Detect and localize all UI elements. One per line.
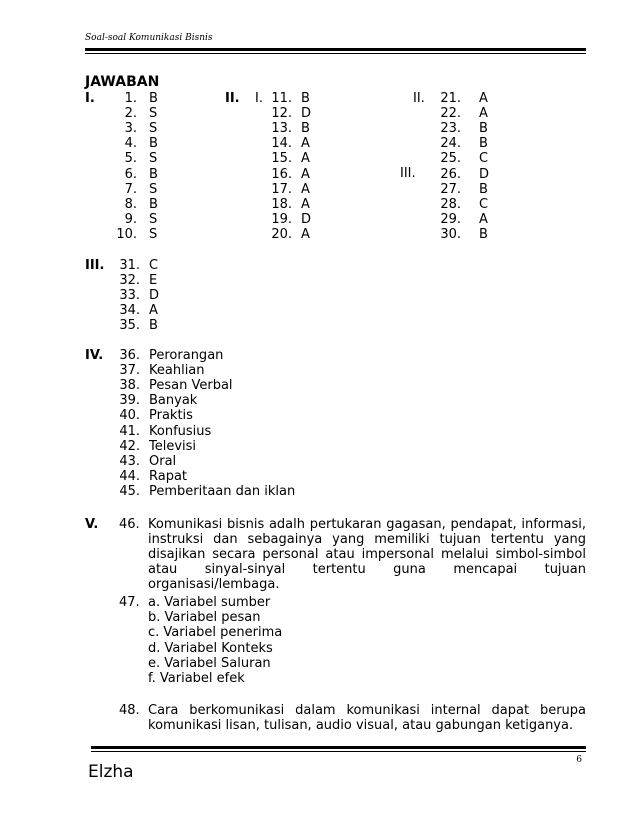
item-number: 30. xyxy=(440,226,461,242)
section-3-label: III. xyxy=(85,258,105,273)
item-number: 4. xyxy=(124,136,137,152)
item-answer: C xyxy=(149,258,159,273)
item-answer: A xyxy=(301,136,310,152)
item-answer: B xyxy=(149,136,158,152)
item-answer: Oral xyxy=(149,453,177,469)
item-answer: A xyxy=(301,151,310,167)
item-number: 36. xyxy=(119,348,140,363)
item-number: 34. xyxy=(119,303,140,319)
variable-item: f. Variabel efek xyxy=(148,671,245,686)
question-46-number: 46. xyxy=(119,517,140,532)
item-answer: B xyxy=(479,226,488,242)
item-number: 29. xyxy=(440,211,461,227)
header-rule-thin xyxy=(85,53,586,54)
item-number: 8. xyxy=(124,196,137,212)
item-number: 45. xyxy=(119,483,140,499)
item-answer: B xyxy=(479,181,488,197)
item-answer: A xyxy=(149,303,158,319)
item-number: 24. xyxy=(440,136,461,152)
item-number: 17. xyxy=(271,181,292,197)
item-answer: A xyxy=(301,196,310,212)
item-number: 1. xyxy=(124,91,137,106)
item-answer: Banyak xyxy=(149,393,198,409)
item-number: 28. xyxy=(440,196,461,212)
item-answer: D xyxy=(301,211,312,227)
item-answer: Keahlian xyxy=(149,363,205,379)
item-number: 12. xyxy=(271,106,292,122)
item-number: 42. xyxy=(119,438,140,454)
item-answer: B xyxy=(149,318,158,334)
item-answer: A xyxy=(301,166,310,182)
item-answer: Televisi xyxy=(149,438,197,454)
item-answer: B xyxy=(301,121,310,137)
variable-item: e. Variabel Saluran xyxy=(148,655,271,671)
item-number: 40. xyxy=(119,408,140,424)
item-number: 18. xyxy=(271,196,292,212)
variable-item: a. Variabel sumber xyxy=(148,595,271,610)
item-answer: B xyxy=(149,196,158,212)
item-number: 3. xyxy=(124,121,137,137)
question-47-number: 47. xyxy=(119,595,140,610)
variable-item: d. Variabel Konteks xyxy=(148,640,273,656)
item-number: 20. xyxy=(271,226,292,242)
item-answer: A xyxy=(479,106,488,122)
question-46-answer: Komunikasi bisnis adalh pertukaran gagasan, pendapat, informasi, instruksi dan sebagainya yang memiliki tujuan tertentu yang disajikan secara personal atau impersonal melalui simbol-simbol atau sinyal-sinyal tertentu guna mencapai tujuan organisasi/lembaga. xyxy=(148,517,586,592)
item-answer: B xyxy=(149,91,158,106)
footer-rule xyxy=(91,746,586,749)
item-answer: B xyxy=(301,91,310,106)
item-number: 41. xyxy=(119,423,140,439)
item-number: 23. xyxy=(440,121,461,137)
item-number: 9. xyxy=(124,211,137,227)
item-number: 2. xyxy=(124,106,137,122)
item-number: 15. xyxy=(271,151,292,167)
section-5-label: V. xyxy=(85,517,99,532)
item-answer: D xyxy=(301,106,312,122)
item-number: 37. xyxy=(119,363,140,379)
item-number: 5. xyxy=(124,151,137,167)
item-number: 19. xyxy=(271,211,292,227)
section-2-label: II. xyxy=(225,91,240,106)
section-2b-sublabel-iii: III. xyxy=(400,166,416,181)
item-number: 38. xyxy=(119,378,140,394)
item-number: 35. xyxy=(119,318,140,334)
item-number: 14. xyxy=(271,136,292,152)
item-number: 44. xyxy=(119,468,140,484)
page-number: 6 xyxy=(576,755,582,765)
footer-author: Elzha xyxy=(88,762,134,782)
item-answer: A xyxy=(479,211,488,227)
item-number: 26. xyxy=(440,166,461,182)
item-answer: Praktis xyxy=(149,408,193,424)
section-2-sublabel: I. xyxy=(255,91,263,106)
item-number: 39. xyxy=(119,393,140,409)
item-answer: E xyxy=(149,273,158,289)
item-number: 7. xyxy=(124,181,137,197)
header-title: Soal-soal Komunikasi Bisnis xyxy=(85,33,213,43)
item-number: 10. xyxy=(116,226,137,242)
item-number: 31. xyxy=(119,258,140,273)
item-answer: S xyxy=(149,151,158,167)
item-answer: Pemberitaan dan iklan xyxy=(149,483,296,499)
item-answer: Pesan Verbal xyxy=(149,378,233,394)
item-answer: B xyxy=(479,121,488,137)
item-answer: A xyxy=(301,226,310,242)
item-answer: D xyxy=(149,288,160,304)
question-48-answer: Cara berkomunikasi dalam komunikasi internal dapat berupa komunikasi lisan, tulisan, audio visual, atau gabungan ketiganya. xyxy=(148,703,586,733)
item-answer: A xyxy=(301,181,310,197)
item-number: 43. xyxy=(119,453,140,469)
item-answer: S xyxy=(149,181,158,197)
item-number: 25. xyxy=(440,151,461,167)
header-rule xyxy=(85,48,586,51)
question-48-number: 48. xyxy=(119,703,140,718)
item-answer: S xyxy=(149,106,158,122)
item-answer: S xyxy=(149,121,158,137)
item-number: 27. xyxy=(440,181,461,197)
item-number: 22. xyxy=(440,106,461,122)
answers-heading: JAWABAN xyxy=(85,74,160,90)
footer-rule-thin xyxy=(91,751,586,752)
item-answer: Perorangan xyxy=(149,348,224,363)
item-answer: B xyxy=(479,136,488,152)
item-number: 11. xyxy=(271,91,292,106)
section-2b-sublabel-ii: II. xyxy=(413,91,425,106)
item-answer: C xyxy=(479,196,489,212)
section-1-label: I. xyxy=(85,91,95,106)
item-number: 13. xyxy=(271,121,292,137)
section-4-label: IV. xyxy=(85,348,104,363)
item-answer: Rapat xyxy=(149,468,188,484)
item-answer: S xyxy=(149,226,158,242)
item-answer: D xyxy=(479,166,490,182)
item-answer: C xyxy=(479,151,489,167)
item-answer: Konfusius xyxy=(149,423,212,439)
item-answer: B xyxy=(149,166,158,182)
item-answer: S xyxy=(149,211,158,227)
item-number: 32. xyxy=(119,273,140,289)
variable-item: c. Variabel penerima xyxy=(148,625,283,641)
item-number: 33. xyxy=(119,288,140,304)
item-answer: A xyxy=(479,91,488,106)
item-number: 21. xyxy=(440,91,461,106)
variable-item: b. Variabel pesan xyxy=(148,610,261,626)
item-number: 6. xyxy=(124,166,137,182)
item-number: 16. xyxy=(271,166,292,182)
